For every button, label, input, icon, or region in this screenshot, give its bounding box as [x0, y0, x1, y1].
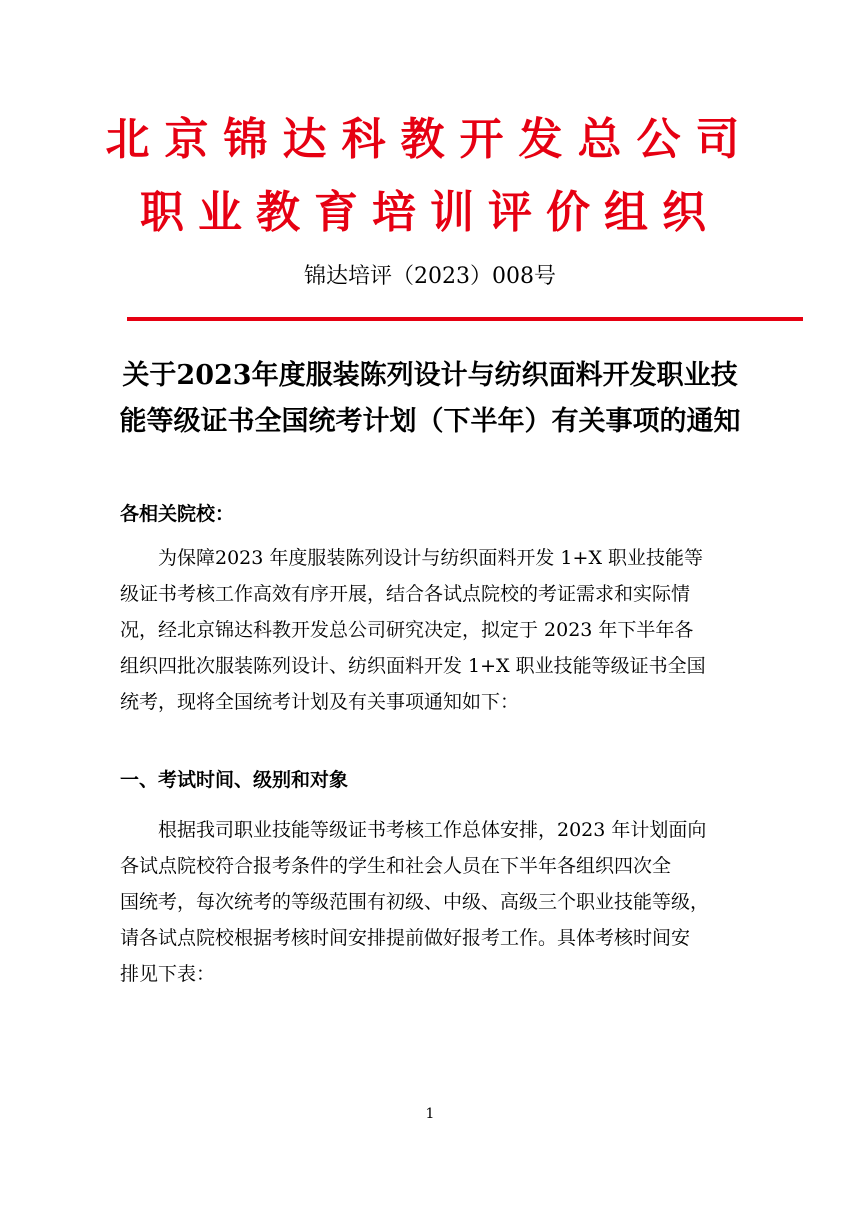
paragraph-line: 况，经北京锦达科教开发总公司研究决定，拟定于 2023 年下半年各 — [120, 619, 694, 641]
paragraph-line: 各试点院校符合报考条件的学生和社会人员在下半年各组织四次全 — [120, 855, 672, 877]
red-divider-line — [127, 317, 803, 321]
notice-title-line2: 能等级证书全国统考计划（下半年）有关事项的通知 — [119, 406, 741, 437]
paragraph-line: 组织四批次服装陈列设计、纺织面料开发 1+X 职业技能等级证书全国 — [120, 655, 706, 677]
salutation: 各相关院校： — [120, 503, 235, 525]
paragraph-line: 为保障2023 年度服装陈列设计与纺织面料开发 1+X 职业技能等 — [158, 547, 704, 569]
paragraph-line: 级证书考核工作高效有序开展，结合各试点院校的考证需求和实际情 — [120, 583, 691, 605]
organization-name-line2: 职业教育培训评价组织 — [140, 187, 720, 238]
paragraph-line: 排见下表： — [120, 963, 216, 985]
paragraph-line: 请各试点院校根据考核时间安排提前做好报考工作。具体考核时间安 — [120, 927, 691, 949]
paragraph-line: 统考，现将全国统考计划及有关事项通知如下： — [120, 691, 520, 713]
document-number: 锦达培评（2023）008号 — [304, 264, 556, 289]
notice-title-line1: 关于2023年度服装陈列设计与纺织面料开发职业技 — [122, 360, 738, 391]
paragraph-line: 根据我司职业技能等级证书考核工作总体安排，2023 年计划面向 — [158, 819, 707, 841]
schedule-paragraph — [120, 812, 740, 992]
organization-name-line1: 北京锦达科教开发总公司 — [105, 114, 755, 165]
paragraph-line: 国统考，每次统考的等级范围有初级、中级、高级三个职业技能等级， — [120, 891, 710, 913]
section-heading: 一、考试时间、级别和对象 — [120, 769, 349, 791]
intro-paragraph — [120, 540, 740, 720]
page-number: 1 — [425, 1106, 435, 1122]
